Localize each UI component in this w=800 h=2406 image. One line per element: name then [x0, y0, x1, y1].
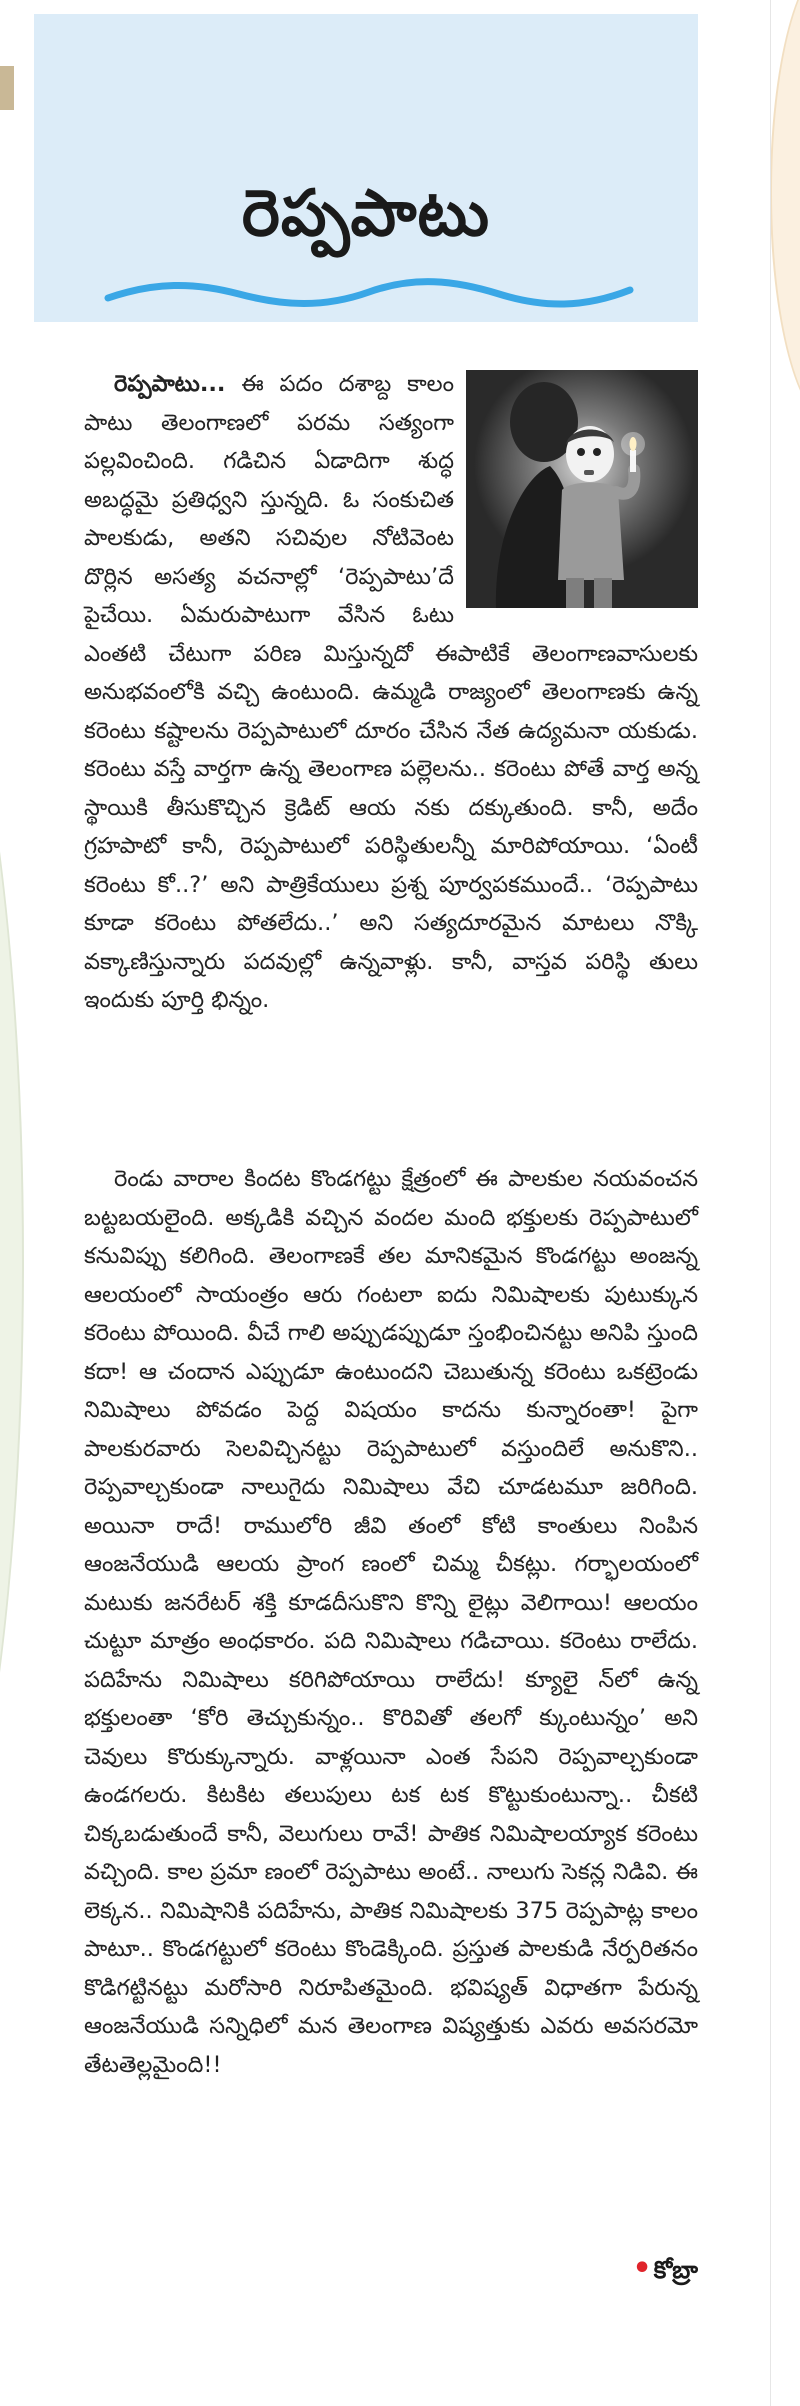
decorative-right-arc	[770, 0, 800, 424]
signature-dot-icon: •	[632, 2251, 652, 2286]
article-lead-word: రెప్పపాటు...	[114, 371, 226, 397]
decorative-left-arc	[0, 560, 24, 1964]
paragraph-2-text: రెండు వారాల కిందట కొండగట్టు క్షేత్రంలో ఈ పాలకుల నయవంచన బట్టబయలైంది. అక్కడికి వచ్చిన వందల మంది భక్తులకు రెప్పపాటులో కనువిప్పు కలిగింది. తెలంగాణకే తల మానికమైన కొండగట్టు అంజన్న ఆలయంలో సాయంత్రం ఆరు గంటలా ఐదు నిమిషాలకు పుటుక్కున కరెంటు పోయింది. వీచే గాలి అప్పుడప్పుడూ స్తంభించినట్టు అనిపి స్తుంది కదా! ఆ చందాన ఎప్పుడూ ఉంటుందని చెబుతున్న కరెంటు ఒకట్రెండు నిమిషాలు పోవడం పెద్ద విషయం కాదను కున్నారంతా! పైగా పాలకురవారు సెలవిచ్చినట్టు రెప్పపాటులో వస్తుందిలే అనుకొని.. రెప్పవాల్చకుండా నాలుగైదు నిమిషాలు వేచి చూడటమూ జరిగింది. అయినా రాదే! రాములోరి జీవి తంలో కోటి కాంతులు నింపిన ఆంజనేయుడి ఆలయ ప్రాంగ ణంలో చిమ్మ చీకట్లు. గర్భాలయంలో మటుకు జనరేటర్ శక్తి కూడదీసుకొని కొన్ని లైట్లు వెలిగాయి! ఆలయం చుట్టూ మాత్రం అంధకారం. పది నిమిషాలు గడిచాయి. కరెంటు రాలేదు. పదిహేను నిమిషాలు కరిగిపోయాయి రాలేదు! క్యూలై న్‌లో ఉన్న భక్తులంతా ‘కోరి తెచ్చుకున్నం.. కొరివితో తలగో క్కుంటున్నం’ అని చెవులు కొరుక్కున్నారు. వాళ్లయినా ఎంత సేపని రెప్పవాల్చకుండా ఉండగలరు. కిటకిట తలుపులు టక టక కొట్టుకుంటున్నా.. చీకటి చిక్కబడుతుందే కానీ, వెలుగులు రావే! పాతిక నిమిషాలయ్యాక కరెంటు వచ్చింది. కాల ప్రమా ణంలో రెప్పపాటు అంటే.. నాలుగు సెకన్ల నిడివి. ఈ లెక్కన.. నిమిషానికి పదిహేను, పాతిక నిమిషాలకు 375 రెప్పపాట్ల కాలం పాటూ.. కొండగట్టులో కరెంటు కొండెక్కింది. ప్రస్తుత పాలకుడి నేర్పరితనం కొడిగట్టినట్టు మరోసారి నిరూపితమైంది. భవిష్యత్ విధాతగా పేరున్న ఆంజనేయుడి సన్నిధిలో మన తెలంగాణ విష్యత్తుకు ఎవరు అవసరమో తేటతెల్లమైంది!!	[84, 1166, 698, 2078]
title-banner	[34, 14, 698, 322]
article-paragraph-2	[84, 1160, 698, 2084]
article-paragraph-1	[84, 365, 698, 1020]
image-wrap-spacer	[454, 365, 698, 611]
article-title: రెప్పపాటు	[241, 177, 491, 251]
author-name: కోబ్రా	[653, 2256, 698, 2284]
wave-underline-icon	[104, 274, 634, 314]
page-edge-line	[770, 0, 771, 2406]
paragraph-1-text: ఈ పదం దశాబ్ద కాలం పాటు తెలంగాణలో పరమ సత్యంగా పల్లవించింది. గడిచిన ఏడాదిగా శుద్ధ అబద్ధమై ప్రతిధ్వని స్తున్నది. ఓ సంకుచిత పాలకుడు, అతని సచివుల నోటివెంట దొర్లిన అసత్య వచనాల్లో ‘రెప్పపాటు’దే పైచేయి. ఏమరుపాటుగా వేసిన ఓటు ఎంతటి చేటుగా పరిణ మిస్తున్నదో ఈపాటికే తెలంగాణవాసులకు అనుభవంలోకి వచ్చి ఉంటుంది. ఉమ్మడి రాజ్యంలో తెలంగాణకు ఉన్న కరెంటు కష్టాలను రెప్పపాటులో దూరం చేసిన నేత ఉద్యమనా యకుడు. కరెంటు వస్తే వార్తగా ఉన్న తెలంగాణ పల్లెలను.. కరెంటు పోతే వార్త అన్న స్థాయికి తీసుకొచ్చిన క్రెడిట్ ఆయ నకు దక్కుతుంది. కానీ, అదేం గ్రహపాటో కానీ, రెప్పపాటులో పరిస్థితులన్నీ మారిపోయాయి. ‘ఏంటీ కరెంటు కో..?’ అని పాత్రికేయులు ప్రశ్న పూర్వపకముందే.. ‘రెప్పపాటు కూడా కరెంటు పోతలేదు..’ అని సత్యదూరమైన మాటలు నొక్కి వక్కాణిస్తున్నారు పదవుల్లో ఉన్నవాళ్లు. కానీ, వాస్తవ పరిస్థి తులు ఇందుకు పూర్తి భిన్నం.	[84, 371, 698, 1013]
decorative-left-tab	[0, 66, 14, 110]
author-signature	[632, 2251, 698, 2290]
